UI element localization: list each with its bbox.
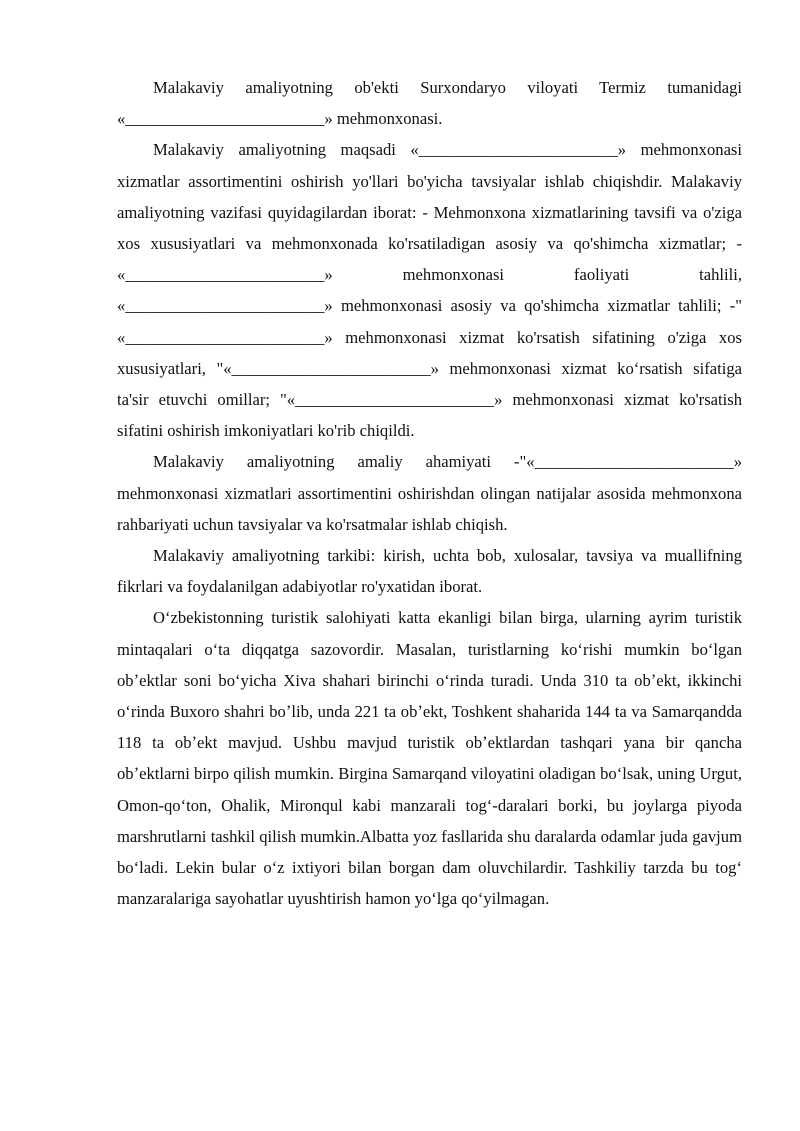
paragraph-object: Malakaviy amaliyotning ob'ekti Surxondaryo viloyati Termiz tumanidagi «________________________» mehmonxonasi. bbox=[117, 78, 742, 129]
paragraph-practical-significance: Malakaviy amaliyotning amaliy ahamiyati -"«________________________» mehmonxonasi xizmatlari assortimentini oshirishdan olingan natijalar asosida mehmonxona rahbariyati uchun tavsiyalar va ko'rsatmalar ishlab chiqish. bbox=[117, 452, 742, 534]
document-page bbox=[117, 72, 742, 914]
paragraph-goal-and-tasks: Malakaviy amaliyotning maqsadi «________________________» mehmonxonasi xizmatlar assortimentini oshirish yo'llari bo'yicha tavsiyalar ishlab chiqishdir. Malakaviy amaliyotning vazifasi quyidagilardan iborat: - Mehmonxona xizmatlarining tavsifi va o'ziga xos xususiyatlari va mehmonxonada ko'rsatiladigan asosiy va qo'shimcha xizmatlar; - «________________________» mehmonxonasi faoliyati tahlili, «________________________» mehmonxonasi asosiy va qo'shimcha xizmatlar tahlili; -" «________________________» mehmonxonasi xizmat ko'rsatish sifatining o'ziga xos xususiyatlari, "«________________________» mehmonxonasi xizmat koʻrsatish sifatiga ta'sir etuvchi omillar; "«________________________» mehmonxonasi xizmat ko'rsatish sifatini oshirish imkoniyatlari ko'rib chiqildi. bbox=[117, 140, 742, 441]
paragraph-structure: Malakaviy amaliyotning tarkibi: kirish, uchta bob, xulosalar, tavsiya va muallifning fikrlari va foydalanilgan adabiyotlar ro'yxatidan iborat. bbox=[117, 546, 742, 597]
paragraph-tourism-potential: Oʻzbekistonning turistik salohiyati katta ekanligi bilan birga, ularning ayrim turistik mintaqalari oʻta diqqatga sazovordir. Masalan, turistlarning koʻrishi mumkin boʻlgan obʼektlar soni boʻyicha Xiva shahari birinchi oʻrinda turadi. Unda 310 ta obʼekt, ikkinchi oʻrinda Buxoro shahri boʼlib, unda 221 ta obʼekt, Toshkent shaharida 144 ta va Samarqandda 118 ta obʼekt mavjud. Ushbu mavjud turistik obʼektlardan tashqari yana bir qancha obʼektlarni birpo qilish mumkin. Birgina Samarqand viloyatini oladigan boʻlsak, uning Urgut, Omon-qoʻton, Ohalik, Mironqul kabi manzarali togʻ-daralari borki, bu joylarga piyoda marshrutlarni tashkil qilish mumkin.Albatta yoz fasllarida shu daralarda odamlar juda gavjum boʻladi. Lekin bular oʻz ixtiyori bilan borgan dam oluvchilardir. Tashkiliy tarzda bu togʻ manzaralariga sayohatlar uyushtirish hamon yoʻlga qoʻyilmagan. bbox=[117, 608, 742, 909]
